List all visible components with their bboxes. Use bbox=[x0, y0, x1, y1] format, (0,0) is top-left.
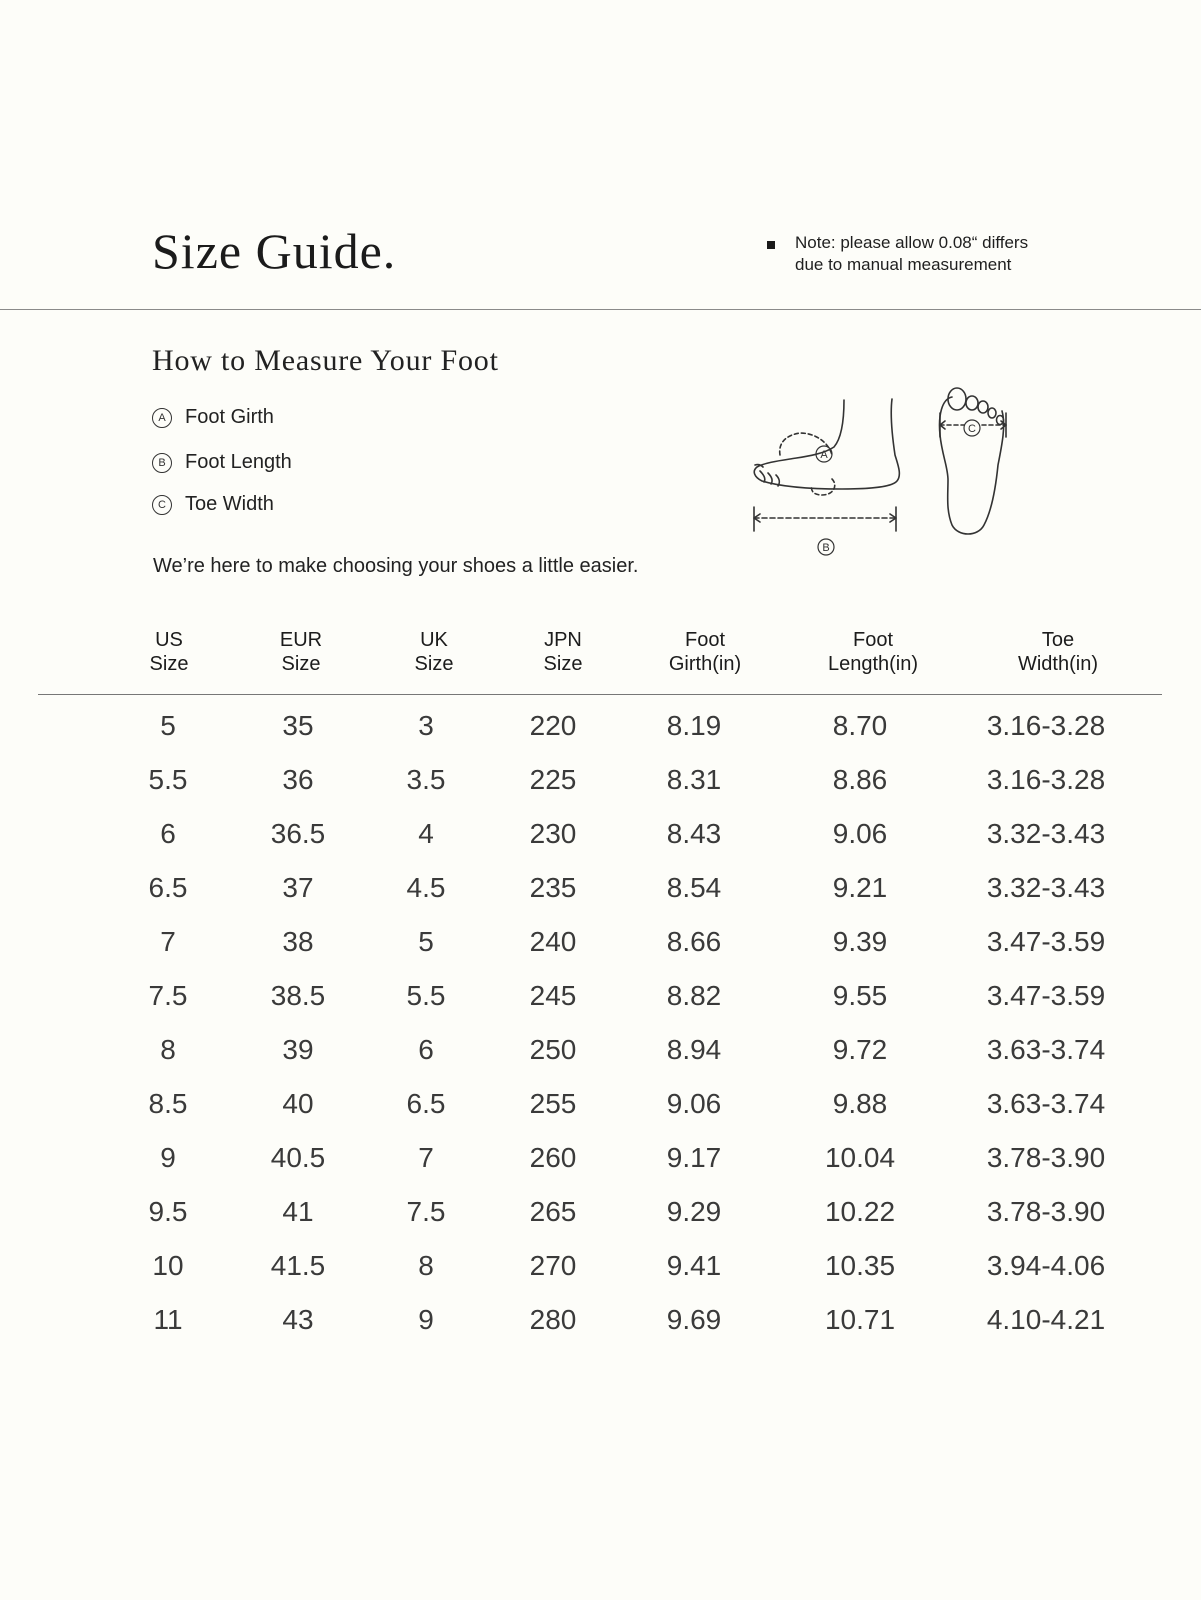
table-cell: 8.5 bbox=[148, 1088, 188, 1119]
table-cell: 41.5 bbox=[270, 1250, 326, 1281]
table-cell: 9.06 bbox=[832, 818, 888, 849]
diagram-marker-a: A bbox=[820, 449, 828, 461]
col-header-line1: EUR bbox=[279, 629, 323, 651]
table-cell: 9.29 bbox=[666, 1196, 722, 1227]
legend-label: Foot Girth bbox=[185, 406, 274, 428]
table-cell: 235 bbox=[529, 872, 577, 903]
table-cell: 3.5 bbox=[406, 764, 446, 795]
col-header-line2: Size bbox=[543, 653, 583, 675]
table-cell: 43 bbox=[282, 1304, 314, 1335]
table-cell: 255 bbox=[529, 1088, 577, 1119]
legend-label: Toe Width bbox=[185, 493, 274, 515]
table-row bbox=[0, 1138, 1201, 1192]
table-cell: 9.21 bbox=[832, 872, 888, 903]
table-cell: 7.5 bbox=[406, 1196, 446, 1227]
legend-toe-width bbox=[152, 493, 274, 516]
table-cell: 40 bbox=[282, 1088, 314, 1119]
table-cell: 3.47-3.59 bbox=[986, 926, 1106, 957]
table-cell: 9.88 bbox=[832, 1088, 888, 1119]
table-cell: 9 bbox=[418, 1304, 434, 1335]
table-cell: 3.16-3.28 bbox=[986, 710, 1106, 741]
table-header-divider bbox=[38, 694, 1162, 695]
table-cell: 8.94 bbox=[666, 1034, 722, 1065]
table-cell: 10.04 bbox=[824, 1142, 896, 1173]
table-cell: 5.5 bbox=[148, 764, 188, 795]
table-cell: 220 bbox=[529, 710, 577, 741]
table-row bbox=[0, 976, 1201, 1030]
table-cell: 3.47-3.59 bbox=[986, 980, 1106, 1011]
marker-c-icon: C bbox=[152, 495, 172, 515]
col-header-line1: Foot bbox=[852, 629, 894, 651]
col-header-line1: Toe bbox=[1041, 629, 1075, 651]
size-table-header bbox=[0, 628, 1201, 678]
table-cell: 8.54 bbox=[666, 872, 722, 903]
table-cell: 3.94-4.06 bbox=[986, 1250, 1106, 1281]
table-cell: 8.66 bbox=[666, 926, 722, 957]
table-cell: 9.5 bbox=[148, 1196, 188, 1227]
table-cell: 9.41 bbox=[666, 1250, 722, 1281]
foot-measurement-diagram bbox=[752, 385, 1032, 570]
bullet-icon bbox=[767, 241, 775, 249]
table-cell: 225 bbox=[529, 764, 577, 795]
table-cell: 8.82 bbox=[666, 980, 722, 1011]
header-divider bbox=[0, 309, 1201, 310]
table-cell: 240 bbox=[529, 926, 577, 957]
table-cell: 6 bbox=[418, 1034, 434, 1065]
col-header-line2: Size bbox=[281, 653, 321, 675]
note-line-2: due to manual measurement bbox=[795, 255, 1012, 274]
table-cell: 38 bbox=[282, 926, 314, 957]
tagline: We’re here to make choosing your shoes a little easier. bbox=[153, 555, 639, 577]
table-cell: 10.22 bbox=[824, 1196, 896, 1227]
table-cell: 38.5 bbox=[270, 980, 326, 1011]
col-header-line2: Size bbox=[414, 653, 454, 675]
table-cell: 8.19 bbox=[666, 710, 722, 741]
table-cell: 41 bbox=[282, 1196, 314, 1227]
table-row bbox=[0, 922, 1201, 976]
table-cell: 4 bbox=[418, 818, 434, 849]
table-row bbox=[0, 1246, 1201, 1300]
table-cell: 3.16-3.28 bbox=[986, 764, 1106, 795]
table-row bbox=[0, 1084, 1201, 1138]
table-cell: 5 bbox=[418, 926, 434, 957]
table-cell: 4.10-4.21 bbox=[986, 1304, 1106, 1335]
table-cell: 4.5 bbox=[406, 872, 446, 903]
table-cell: 280 bbox=[529, 1304, 577, 1335]
table-cell: 3.32-3.43 bbox=[986, 818, 1106, 849]
table-row bbox=[0, 760, 1201, 814]
col-header-line1: Foot bbox=[684, 629, 726, 651]
table-cell: 9.72 bbox=[832, 1034, 888, 1065]
table-cell: 8 bbox=[160, 1034, 176, 1065]
table-cell: 6.5 bbox=[406, 1088, 446, 1119]
table-row bbox=[0, 706, 1201, 760]
col-header-foot-length bbox=[793, 628, 953, 676]
table-row bbox=[0, 868, 1201, 922]
table-cell: 10.35 bbox=[824, 1250, 896, 1281]
table-cell: 265 bbox=[529, 1196, 577, 1227]
legend-label: Foot Length bbox=[185, 451, 292, 473]
table-cell: 37 bbox=[282, 872, 314, 903]
table-cell: 36.5 bbox=[270, 818, 326, 849]
table-cell: 8.31 bbox=[666, 764, 722, 795]
table-cell: 7.5 bbox=[148, 980, 188, 1011]
col-header-line1: JPN bbox=[544, 629, 582, 651]
table-cell: 250 bbox=[529, 1034, 577, 1065]
table-cell: 3.78-3.90 bbox=[986, 1196, 1106, 1227]
col-header-line2: Length(in) bbox=[827, 653, 919, 675]
marker-a-icon: A bbox=[152, 408, 172, 428]
diagram-marker-c: C bbox=[968, 423, 976, 435]
table-cell: 9.55 bbox=[832, 980, 888, 1011]
table-row bbox=[0, 1300, 1201, 1354]
table-cell: 8.70 bbox=[832, 710, 888, 741]
diagram-marker-b: B bbox=[822, 542, 830, 554]
measurement-note bbox=[768, 232, 1028, 276]
table-cell: 7 bbox=[418, 1142, 434, 1173]
col-header-line1: UK bbox=[420, 629, 448, 651]
table-row bbox=[0, 1030, 1201, 1084]
table-cell: 9.39 bbox=[832, 926, 888, 957]
table-cell: 40.5 bbox=[270, 1142, 326, 1173]
note-line-1: Note: please allow 0.08“ differs bbox=[795, 233, 1029, 252]
legend-foot-girth bbox=[152, 406, 274, 429]
table-cell: 3.78-3.90 bbox=[986, 1142, 1106, 1173]
legend-foot-length bbox=[152, 451, 292, 474]
col-header-line1: US bbox=[155, 629, 183, 651]
table-cell: 230 bbox=[529, 818, 577, 849]
table-cell: 245 bbox=[529, 980, 577, 1011]
table-cell: 6 bbox=[160, 818, 176, 849]
table-row bbox=[0, 1192, 1201, 1246]
table-cell: 9 bbox=[160, 1142, 176, 1173]
table-cell: 8 bbox=[418, 1250, 434, 1281]
table-cell: 11 bbox=[153, 1304, 183, 1335]
measure-title: How to Measure Your Foot bbox=[152, 344, 499, 377]
table-cell: 3.63-3.74 bbox=[986, 1034, 1106, 1065]
table-cell: 270 bbox=[529, 1250, 577, 1281]
col-header-line2: Width(in) bbox=[1017, 653, 1098, 675]
table-cell: 8.86 bbox=[832, 764, 888, 795]
col-header-toe-width bbox=[978, 628, 1138, 676]
col-header-line2: Size bbox=[149, 653, 189, 675]
table-cell: 35 bbox=[282, 710, 314, 741]
table-cell: 5 bbox=[160, 710, 176, 741]
table-cell: 10 bbox=[152, 1250, 184, 1281]
table-cell: 39 bbox=[282, 1034, 314, 1065]
marker-b-icon: B bbox=[152, 453, 172, 473]
page-title: Size Guide. bbox=[152, 223, 397, 279]
col-header-foot-girth bbox=[625, 628, 785, 676]
col-header-line2: Girth(in) bbox=[668, 653, 742, 675]
table-cell: 3 bbox=[418, 710, 434, 741]
table-cell: 9.06 bbox=[666, 1088, 722, 1119]
table-cell: 8.43 bbox=[666, 818, 722, 849]
table-cell: 6.5 bbox=[148, 872, 188, 903]
table-cell: 260 bbox=[529, 1142, 577, 1173]
table-row bbox=[0, 814, 1201, 868]
table-cell: 9.69 bbox=[666, 1304, 722, 1335]
table-cell: 7 bbox=[160, 926, 176, 957]
table-cell: 3.63-3.74 bbox=[986, 1088, 1106, 1119]
col-header-jpn bbox=[483, 628, 643, 676]
table-cell: 9.17 bbox=[666, 1142, 722, 1173]
table-cell: 3.32-3.43 bbox=[986, 872, 1106, 903]
table-cell: 36 bbox=[282, 764, 314, 795]
table-cell: 5.5 bbox=[406, 980, 446, 1011]
table-cell: 10.71 bbox=[824, 1304, 896, 1335]
